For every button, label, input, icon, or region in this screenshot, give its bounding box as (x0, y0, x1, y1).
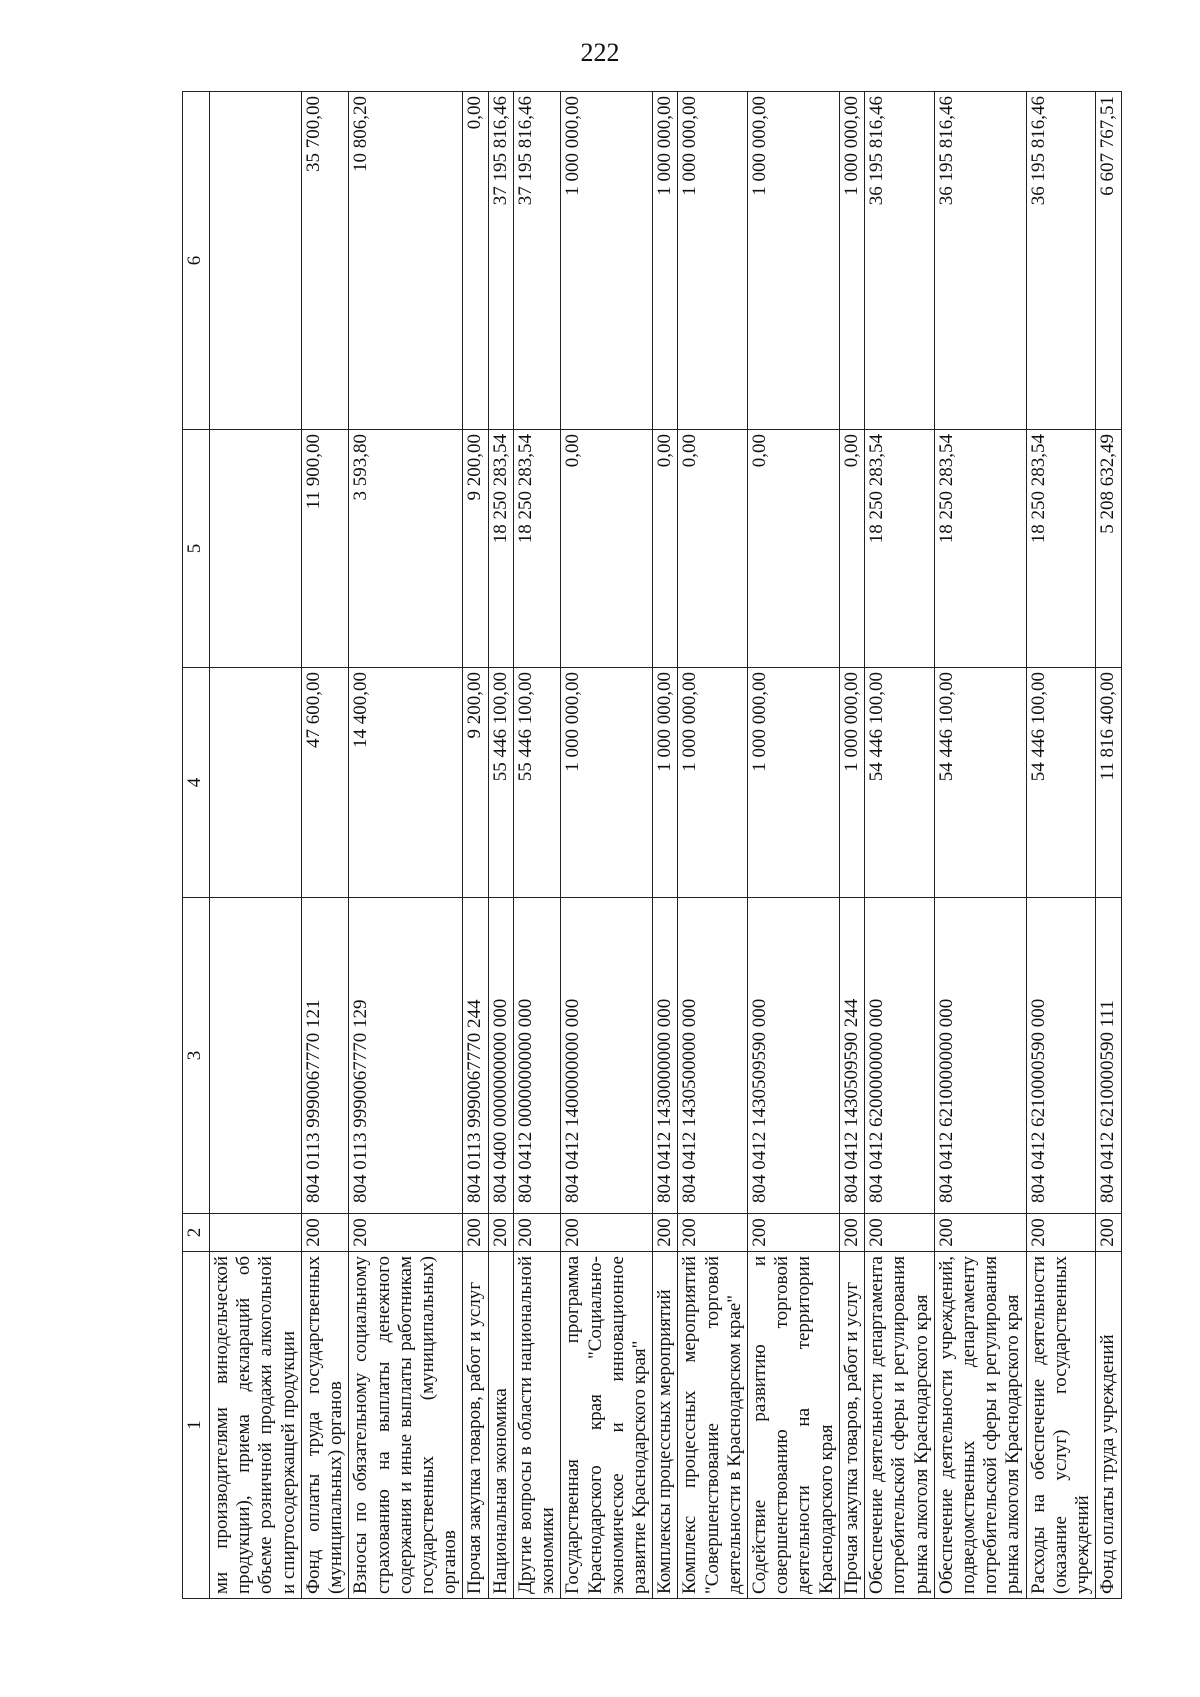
row-name-cell: Фонд оплаты труда учреждений (1096, 1252, 1121, 1599)
row-value-col5: 18 250 283,54 (513, 430, 560, 668)
row-value-col6: 1 000 000,00 (678, 92, 748, 430)
row-value-col4: 1 000 000,00 (839, 668, 864, 898)
row-col2-cell: 200 (865, 1214, 935, 1252)
row-value-col4: 54 446 100,00 (1026, 668, 1096, 898)
table-row (678, 92, 748, 1599)
row-value-col4: 1 000 000,00 (561, 668, 653, 898)
row-col2-cell: 200 (488, 1214, 513, 1252)
row-name-cell: Комплекс процессных мероприятий "Совершенствование торговой деятельности в Краснодарском крае" (678, 1252, 748, 1599)
row-name-cell: ми производителями винодельческой продукции), приема деклараций об объеме розничной продажи алкогольной и спиртосодержащей продукции (210, 1252, 302, 1599)
document-frame (182, 92, 1119, 1599)
row-value-col6: 35 700,00 (301, 92, 348, 430)
row-value-col4: 1 000 000,00 (653, 668, 678, 898)
row-name-cell: Расходы на обеспечение деятельности (оказание услуг) государственных учреждений (1026, 1252, 1096, 1599)
row-col2-cell: 200 (653, 1214, 678, 1252)
row-value-col4: 14 400,00 (349, 668, 463, 898)
table-row (488, 92, 513, 1599)
row-value-col5: 18 250 283,54 (1026, 430, 1096, 668)
row-value-col6: 36 195 816,46 (934, 92, 1026, 430)
table-row (463, 92, 488, 1599)
row-code-cell: 804 0412 6210000590 000 (1026, 898, 1096, 1214)
row-code-cell: 804 0412 1430509590 000 (748, 898, 840, 1214)
row-value-col5 (210, 430, 302, 668)
row-name-cell: Другие вопросы в области национальной экономики (513, 1252, 560, 1599)
row-code-cell: 804 0412 1400000000 000 (561, 898, 653, 1214)
row-col2-cell: 200 (1096, 1214, 1121, 1252)
row-name-cell: Прочая закупка товаров, работ и услуг (463, 1252, 488, 1599)
row-value-col5: 5 208 632,49 (1096, 430, 1121, 668)
row-value-col4: 55 446 100,00 (488, 668, 513, 898)
row-code-cell: 804 0412 1430500000 000 (678, 898, 748, 1214)
row-col2-cell: 200 (561, 1214, 653, 1252)
row-value-col6 (210, 92, 302, 430)
budget-table (182, 91, 1122, 1599)
table-row (748, 92, 840, 1599)
row-value-col6: 1 000 000,00 (839, 92, 864, 430)
row-value-col6: 1 000 000,00 (561, 92, 653, 430)
table-row (1096, 92, 1121, 1599)
header-col-6: 6 (183, 92, 210, 430)
row-code-cell: 804 0412 0000000000 000 (513, 898, 560, 1214)
rotated-table-container (182, 92, 1119, 1599)
row-name-cell: Взносы по обязательному социальному страхованию на выплаты денежного содержания и иные выплаты работникам государственных (муниципальных) органов (349, 1252, 463, 1599)
header-col-1: 1 (183, 1252, 210, 1599)
row-col2-cell: 200 (349, 1214, 463, 1252)
row-value-col4: 47 600,00 (301, 668, 348, 898)
row-value-col6: 10 806,20 (349, 92, 463, 430)
row-name-cell: Фонд оплаты труда государственных (муниципальных) органов (301, 1252, 348, 1599)
row-col2-cell: 200 (839, 1214, 864, 1252)
table-row (1026, 92, 1096, 1599)
table-row (934, 92, 1026, 1599)
row-value-col6: 1 000 000,00 (653, 92, 678, 430)
row-value-col5: 0,00 (678, 430, 748, 668)
row-col2-cell: 200 (1026, 1214, 1096, 1252)
header-col-2: 2 (183, 1214, 210, 1252)
table-row (349, 92, 463, 1599)
row-value-col6: 37 195 816,46 (513, 92, 560, 430)
row-value-col4: 55 446 100,00 (513, 668, 560, 898)
row-code-cell (210, 898, 302, 1214)
row-col2-cell: 200 (748, 1214, 840, 1252)
table-row (653, 92, 678, 1599)
row-value-col4: 54 446 100,00 (934, 668, 1026, 898)
table-row (301, 92, 348, 1599)
row-code-cell: 804 0113 9990067770 129 (349, 898, 463, 1214)
row-col2-cell: 200 (463, 1214, 488, 1252)
row-value-col5: 9 200,00 (463, 430, 488, 668)
row-code-cell: 804 0113 9990067770 121 (301, 898, 348, 1214)
row-value-col4: 9 200,00 (463, 668, 488, 898)
row-value-col6: 6 607 767,51 (1096, 92, 1121, 430)
row-value-col6: 37 195 816,46 (488, 92, 513, 430)
row-code-cell: 804 0113 9990067770 244 (463, 898, 488, 1214)
row-name-cell: Обеспечение деятельности учреждений, подведомственных департаменту потребительской сферы и регулирования рынка алкоголя Краснодарского края (934, 1252, 1026, 1599)
row-value-col6: 1 000 000,00 (748, 92, 840, 430)
table-row (513, 92, 560, 1599)
row-value-col6: 36 195 816,46 (1026, 92, 1096, 430)
table-row (865, 92, 935, 1599)
row-value-col5: 0,00 (839, 430, 864, 668)
row-value-col4 (210, 668, 302, 898)
row-value-col5: 0,00 (653, 430, 678, 668)
row-value-col5: 0,00 (748, 430, 840, 668)
row-value-col5: 18 250 283,54 (934, 430, 1026, 668)
row-name-cell: Прочая закупка товаров, работ и услуг (839, 1252, 864, 1599)
header-col-3: 3 (183, 898, 210, 1214)
row-value-col4: 54 446 100,00 (865, 668, 935, 898)
row-name-cell: Государственная программа Краснодарского края "Социально-экономическое и инновационное развитие Краснодарского края" (561, 1252, 653, 1599)
row-col2-cell: 200 (934, 1214, 1026, 1252)
table-row (210, 92, 302, 1599)
row-value-col4: 1 000 000,00 (748, 668, 840, 898)
header-col-4: 4 (183, 668, 210, 898)
row-value-col6: 0,00 (463, 92, 488, 430)
row-value-col5: 11 900,00 (301, 430, 348, 668)
row-code-cell: 804 0412 6200000000 000 (865, 898, 935, 1214)
row-col2-cell: 200 (678, 1214, 748, 1252)
row-name-cell: Комплексы процессных мероприятий (653, 1252, 678, 1599)
row-code-cell: 804 0412 1430509590 244 (839, 898, 864, 1214)
header-row (183, 92, 210, 1599)
row-col2-cell: 200 (301, 1214, 348, 1252)
row-value-col4: 11 816 400,00 (1096, 668, 1121, 898)
page-number: 222 (580, 38, 620, 67)
row-name-cell: Национальная экономика (488, 1252, 513, 1599)
header-col-5: 5 (183, 430, 210, 668)
row-name-cell: Обеспечение деятельности департамента потребительской сферы и регулирования рынка алкоголя Краснодарского края (865, 1252, 935, 1599)
table-row (561, 92, 653, 1599)
row-code-cell: 804 0412 6210000000 000 (934, 898, 1026, 1214)
row-value-col4: 1 000 000,00 (678, 668, 748, 898)
row-name-cell: Содействие развитию и совершенствованию торговой деятельности на территории Краснодарского края (748, 1252, 840, 1599)
row-value-col5: 18 250 283,54 (488, 430, 513, 668)
row-value-col5: 0,00 (561, 430, 653, 668)
row-value-col5: 3 593,80 (349, 430, 463, 668)
row-value-col5: 18 250 283,54 (865, 430, 935, 668)
row-col2-cell (210, 1214, 302, 1252)
row-col2-cell: 200 (513, 1214, 560, 1252)
table-row (839, 92, 864, 1599)
row-code-cell: 804 0400 0000000000 000 (488, 898, 513, 1214)
row-code-cell: 804 0412 6210000590 111 (1096, 898, 1121, 1214)
row-value-col6: 36 195 816,46 (865, 92, 935, 430)
row-code-cell: 804 0412 1430000000 000 (653, 898, 678, 1214)
